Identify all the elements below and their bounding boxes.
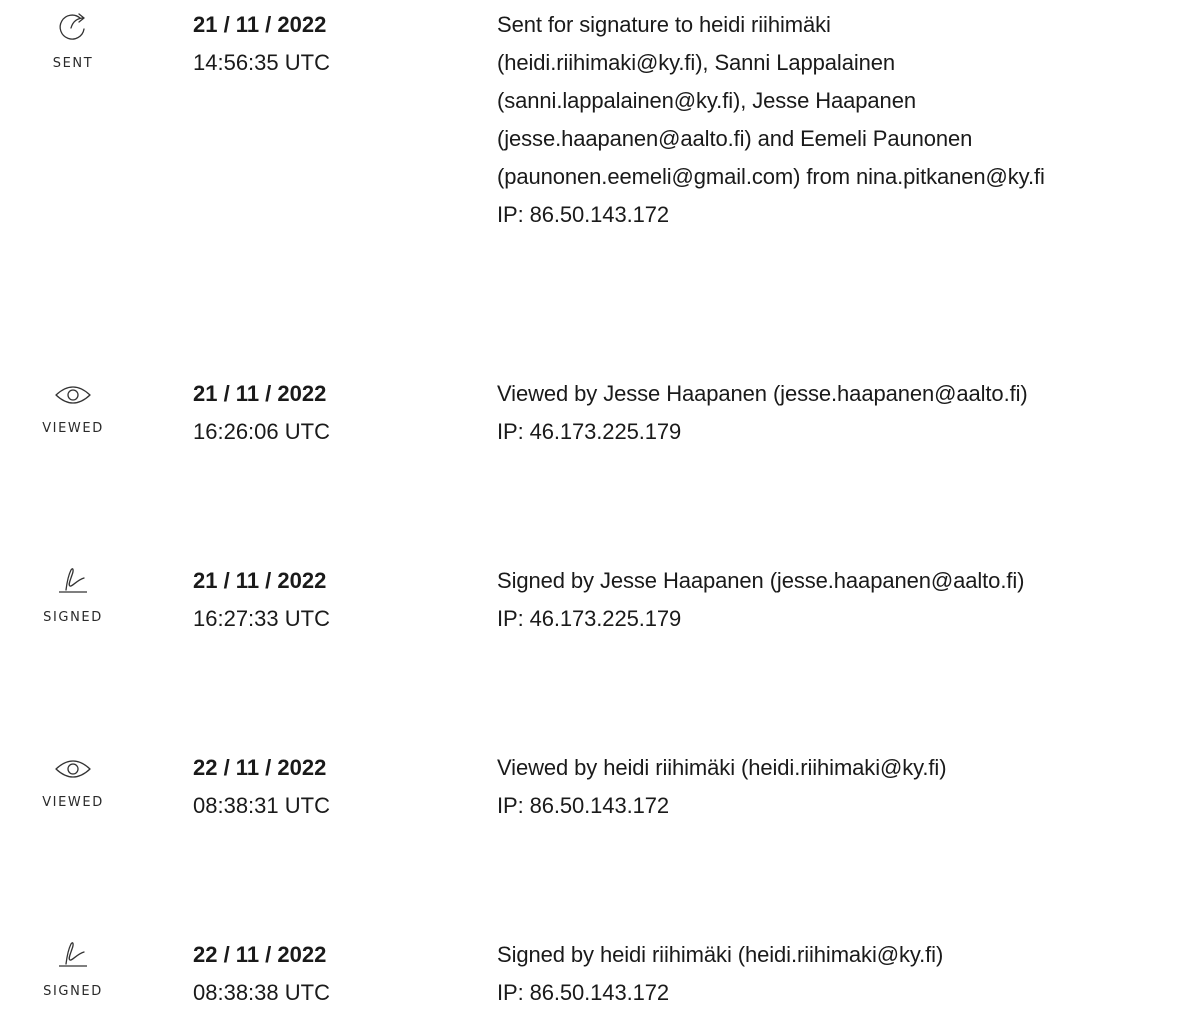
event-date: 22 / 11 / 2022 [193, 942, 327, 967]
event-icon-column [28, 755, 118, 810]
status-label: SIGNED [43, 610, 103, 625]
event-time: 08:38:38 UTC [193, 980, 330, 1005]
event-date: 21 / 11 / 2022 [193, 568, 327, 593]
signature-icon [28, 564, 118, 598]
timestamp [193, 936, 330, 1012]
ip-address: IP: 46.173.225.179 [497, 606, 682, 631]
event-description [497, 936, 1181, 1012]
ip-address: IP: 86.50.143.172 [497, 980, 670, 1005]
timestamp [193, 6, 330, 82]
event-icon-column [28, 938, 118, 999]
event-icon-column [28, 564, 118, 625]
event-description [497, 562, 1181, 638]
timestamp [193, 562, 330, 638]
description-line: (paunonen.eemeli@gmail.com) from nina.pitkanen@ky.fi [497, 164, 1045, 189]
event-description [497, 375, 1181, 451]
event-date: 21 / 11 / 2022 [193, 381, 327, 406]
status-label: VIEWED [42, 795, 104, 810]
description-line: (jesse.haapanen@aalto.fi) and Eemeli Paunonen [497, 126, 973, 151]
event-date: 21 / 11 / 2022 [193, 12, 327, 37]
status-label: SENT [52, 56, 94, 71]
event-date: 22 / 11 / 2022 [193, 755, 327, 780]
timestamp [193, 749, 330, 825]
ip-address: IP: 86.50.143.172 [497, 202, 670, 227]
timestamp [193, 375, 330, 451]
share-arrow-icon [28, 10, 118, 44]
event-icon-column [28, 10, 118, 71]
ip-address: IP: 46.173.225.179 [497, 419, 682, 444]
description-line: Viewed by heidi riihimäki (heidi.riihimaki@ky.fi) [497, 755, 947, 780]
description-line: (sanni.lappalainen@ky.fi), Jesse Haapanen [497, 88, 916, 113]
event-time: 16:26:06 UTC [193, 419, 330, 444]
event-time: 14:56:35 UTC [193, 50, 330, 75]
event-time: 16:27:33 UTC [193, 606, 330, 631]
event-description [497, 749, 1181, 825]
description-line: Sent for signature to heidi riihimäki [497, 12, 831, 37]
eye-icon [28, 381, 118, 409]
description-line: Viewed by Jesse Haapanen (jesse.haapanen@aalto.fi) [497, 381, 1028, 406]
event-icon-column [28, 381, 118, 436]
event-description [497, 6, 1181, 234]
status-label: SIGNED [43, 984, 103, 999]
description-line: Signed by Jesse Haapanen (jesse.haapanen@aalto.fi) [497, 568, 1025, 593]
event-time: 08:38:31 UTC [193, 793, 330, 818]
description-line: Signed by heidi riihimäki (heidi.riihimaki@ky.fi) [497, 942, 944, 967]
ip-address: IP: 86.50.143.172 [497, 793, 670, 818]
description-line: (heidi.riihimaki@ky.fi), Sanni Lappalainen [497, 50, 896, 75]
eye-icon [28, 755, 118, 783]
signature-icon [28, 938, 118, 972]
status-label: VIEWED [42, 421, 104, 436]
